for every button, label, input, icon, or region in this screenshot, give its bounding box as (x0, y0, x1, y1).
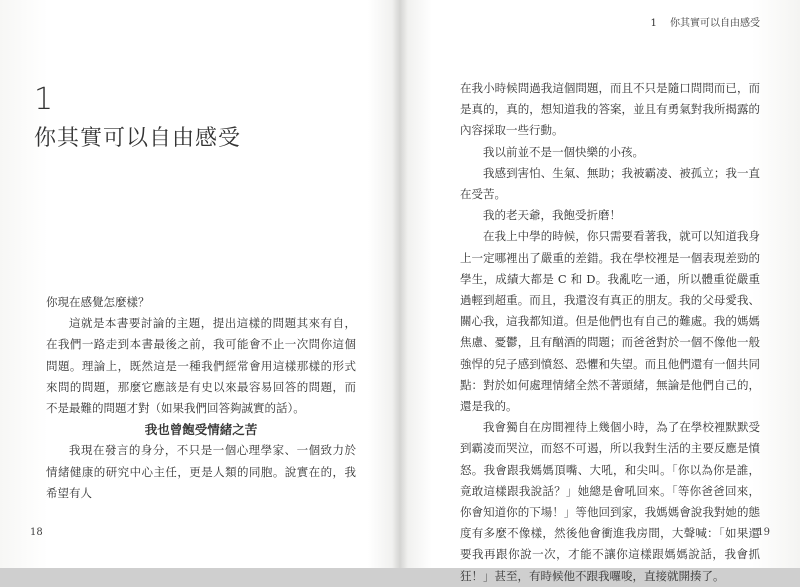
paragraph: 這就是本書要討論的主題，提出這樣的問題其來有自，在我們一路走到本書最後之前，我可能會不止一次問你這個問題。理論上，既然這是一種我們經常會用這樣那樣的形式來問的問題，那麼它應該是有史以來最容易回答的問題，而不是最難的問題才對（如果我們回答夠誠實的話）。 (46, 316, 356, 416)
paragraph: 在我小時候問過我這個問題，而且不只是隨口問問而已，而是真的，真的，想知道我的答案，並且有勇氣對我所揭露的內容採取一些行動。 (460, 81, 760, 138)
right-body-text (460, 78, 760, 587)
chapter-title: 你其實可以自由感受 (34, 126, 242, 151)
running-head (650, 14, 760, 29)
chapter-number: 1 (34, 82, 54, 117)
page-number: 18 (30, 527, 43, 538)
paragraph: 你現在感覺怎麼樣？ (46, 295, 150, 309)
paragraph: 我會獨自在房間裡待上幾個小時，為了在學校裡默默受到霸凌而哭泣，而怒不可遏，所以我對生活的主要反應是憤怒。我會跟我媽媽頂嘴、大吼，和尖叫。「你以為你是誰，竟敢這樣跟我說話？」她總是會吼回來。「等你爸爸回來，你會知道你的下場！」等他回到家，我媽媽會說我對她的態度有多麼不像樣，然後他會衝進我房間，大聲喊：「如果還要我再跟你說一次，才能不讓你這樣跟媽媽說話，我會抓狂！」甚至，有時候他不跟我囉唆，直接就開揍了。 (460, 420, 760, 583)
paragraph: 我的老天爺，我飽受折磨！ (483, 208, 621, 223)
paragraph: 在我上中學的時候，你只需要看著我，就可以知道我身上一定哪裡出了嚴重的差錯。我在學校裡是一個表現差勁的學生，成績大都是 C 和 D。我亂吃一通，所以體重從嚴重過輕到超重。而且，我還沒有真正的朋友。我的父母愛我、關心我，這我都知道。但是他們也有自己的難處。我的媽媽焦慮、憂鬱，且有酗酒的問題；而爸爸對於一個不像他一般強悍的兒子感到憤怒、恐懼和失望。而且他們還有一個共同點：對於如何處理情緒全然不著頭緒，無論是他們自己的，還是我的。 (460, 229, 760, 414)
running-head-title: 你其實可以自由感受 (670, 18, 760, 29)
left-body-text (46, 292, 356, 504)
section-heading: 我也曾飽受情緒之苦 (144, 422, 258, 438)
paragraph: 我感到害怕、生氣、無助；我被霸凌、被孤立；我一直在受苦。 (460, 165, 760, 202)
right-page (400, 0, 800, 583)
running-head-number: 1 (650, 18, 657, 29)
left-page (0, 0, 400, 568)
paragraph: 我現在發言的身分，不只是一個心理學家、一個致力於情緒健康的研究中心主任，更是人類的同胞。說實在的，我希望有人 (46, 443, 356, 500)
paragraph: 我以前並不是一個快樂的小孩。 (483, 144, 644, 159)
page-number: 19 (757, 527, 770, 538)
